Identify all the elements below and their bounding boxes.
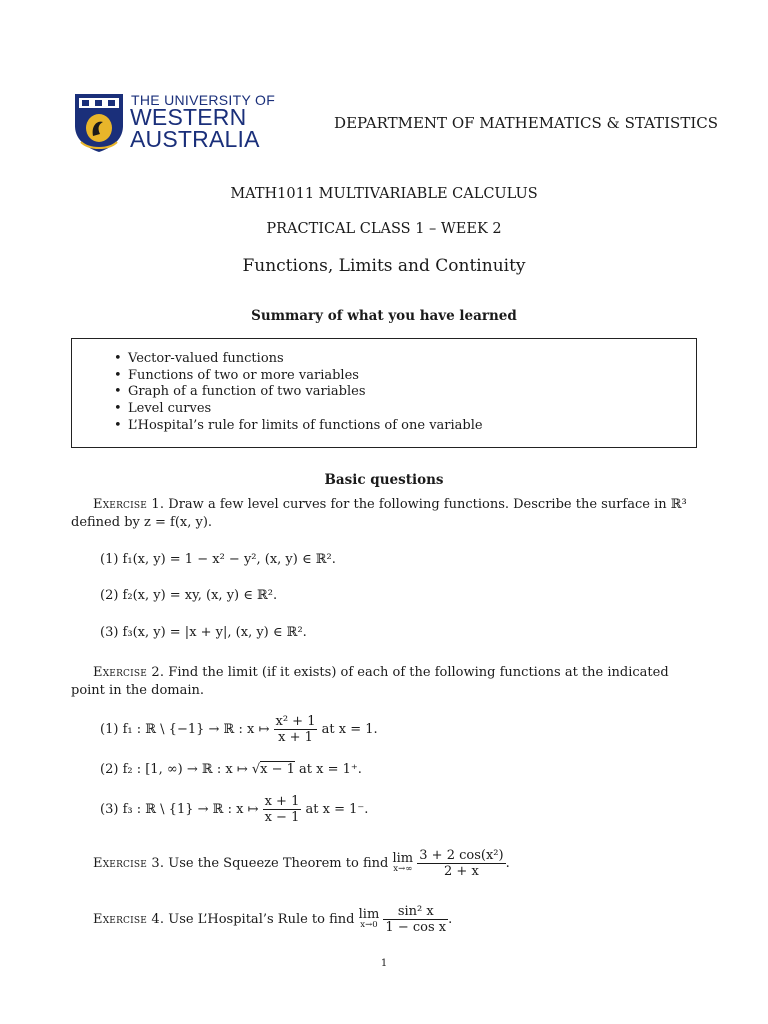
summary-heading: Summary of what you have learned bbox=[251, 308, 517, 324]
document-title: Functions, Limits and Continuity bbox=[242, 256, 526, 276]
exercise-4-end: . bbox=[448, 912, 453, 927]
exercise-2-item-1-map: f₁ : ℝ \ {−1} → ℝ : x ↦ bbox=[122, 722, 270, 737]
exercise-2-item-2-num: (2) bbox=[100, 762, 119, 777]
summary-item: • Graph of a function of two variables bbox=[114, 384, 483, 401]
exercise-4-label: Exercise 4. bbox=[93, 912, 165, 927]
exercise-1-item-2: (2) f₂(x, y) = xy, (x, y) ∈ ℝ². bbox=[100, 588, 278, 603]
exercise-2-label: Exercise 2. bbox=[93, 665, 165, 680]
square-root-radicand: x − 1 bbox=[260, 762, 295, 777]
fraction-denominator: 1 − cos x bbox=[385, 920, 447, 935]
exercise-1-item-3: (3) f₃(x, y) = |x + y|, (x, y) ∈ ℝ². bbox=[100, 625, 307, 640]
exercise-2-item-3-point: at x = 1⁻. bbox=[305, 802, 369, 817]
university-name-line3: AUSTRALIA bbox=[130, 126, 260, 152]
fraction-denominator: 2 + x bbox=[444, 864, 479, 879]
exercise-3-text bbox=[93, 848, 723, 879]
summary-item: • Level curves bbox=[114, 401, 483, 418]
exercise-3-end: . bbox=[505, 856, 510, 871]
exercise-4-text bbox=[93, 904, 723, 935]
fraction-numerator: 3 + 2 cos(x²) bbox=[419, 848, 504, 863]
university-name-line1: THE UNIVERSITY OF bbox=[131, 92, 276, 108]
university-crest-icon bbox=[73, 92, 125, 154]
fraction-numerator: x + 1 bbox=[264, 794, 300, 809]
exercise-2-item-1 bbox=[100, 714, 378, 745]
fraction-denominator: x − 1 bbox=[264, 810, 300, 825]
fraction-numerator: sin² x bbox=[383, 904, 448, 920]
exercise-2-item-1-fraction bbox=[274, 714, 318, 745]
exercise-2-item-3-num: (3) bbox=[100, 802, 119, 817]
exercise-2-item-3-fraction bbox=[263, 794, 302, 825]
exercise-2-item-1-num: (1) bbox=[100, 722, 119, 737]
limit-operator: lim bbox=[358, 906, 380, 922]
summary-box bbox=[71, 338, 697, 448]
exercise-2-item-3 bbox=[100, 794, 368, 825]
practical-title: PRACTICAL CLASS 1 – WEEK 2 bbox=[266, 221, 502, 237]
summary-item: • L’Hospital’s rule for limits of functions of one variable bbox=[114, 418, 483, 435]
exercise-4-fraction bbox=[383, 904, 448, 935]
exercise-3-limit bbox=[392, 850, 414, 875]
exercise-4-body: Use L’Hospital’s Rule to find bbox=[168, 912, 355, 927]
limit-operator: lim bbox=[392, 850, 414, 866]
exercise-2-item-2-map: f₂ : [1, ∞) → ℝ : x ↦ √ bbox=[122, 762, 261, 777]
exercise-4-limit bbox=[358, 906, 380, 931]
limit-subscript: x→0 bbox=[360, 919, 378, 930]
summary-item: • Functions of two or more variables bbox=[114, 368, 483, 385]
exercise-1-item-1: (1) f₁(x, y) = 1 − x² − y², (x, y) ∈ ℝ². bbox=[100, 552, 336, 567]
exercise-3-body: Use the Squeeze Theorem to find bbox=[168, 856, 389, 871]
summary-list bbox=[114, 351, 483, 435]
summary-item: • Vector-valued functions bbox=[114, 351, 483, 368]
exercise-1-label: Exercise 1. bbox=[93, 497, 165, 512]
exercise-2-item-3-map: f₃ : ℝ \ {1} → ℝ : x ↦ bbox=[122, 802, 259, 817]
exercise-3-fraction bbox=[417, 848, 505, 879]
exercise-2-item-2 bbox=[100, 762, 362, 777]
exercise-2-text bbox=[71, 664, 701, 699]
course-title: MATH1011 MULTIVARIABLE CALCULUS bbox=[230, 186, 538, 202]
basic-questions-heading: Basic questions bbox=[324, 472, 444, 488]
page-number: 1 bbox=[380, 958, 388, 969]
university-name-line2: WESTERN bbox=[130, 104, 247, 130]
exercise-2-item-1-point: at x = 1. bbox=[321, 722, 378, 737]
exercise-2-body: Find the limit (if it exists) of each of the following functions at the indicated point in the domain. bbox=[71, 665, 669, 698]
exercise-3-label: Exercise 3. bbox=[93, 856, 165, 871]
fraction-numerator: x² + 1 bbox=[275, 714, 316, 729]
fraction-denominator: x + 1 bbox=[278, 730, 313, 745]
limit-subscript: x→∞ bbox=[393, 863, 413, 874]
department-name: DEPARTMENT OF MATHEMATICS & STATISTICS bbox=[334, 114, 718, 132]
exercise-2-item-2-point: at x = 1⁺. bbox=[299, 762, 362, 777]
exercise-1-text bbox=[71, 496, 701, 531]
exercise-1-body: Draw a few level curves for the following functions. Describe the surface in ℝ³ defined by z = f(x, y). bbox=[71, 497, 687, 530]
